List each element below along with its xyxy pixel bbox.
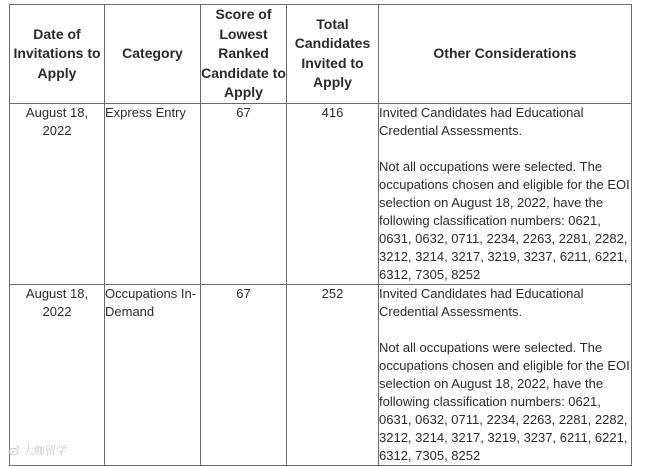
header-category: Category bbox=[105, 5, 201, 104]
header-date: Date of Invitations to Apply bbox=[10, 5, 105, 104]
watermark bbox=[8, 442, 67, 458]
header-other-considerations: Other Considerations bbox=[379, 5, 632, 104]
cell-score: 67 bbox=[201, 284, 287, 465]
cell-date: August 18, 2022 bbox=[10, 103, 105, 284]
other-paragraph-occupations: Not all occupations were selected. The occupations chosen and eligible for the EOI selection on August 18, 2022, have the following classification numbers: 0621, 0631, 0632, 0711, 2234, 2263, 2281, 2282, 3212, 3214, 3217, 3219, 3237, 6211, 6221, 6312, 7305, 8252 bbox=[379, 339, 630, 463]
table-row bbox=[10, 103, 632, 284]
table-header-row bbox=[10, 5, 632, 104]
cell-total: 416 bbox=[287, 103, 379, 284]
cell-category: Occupations In-Demand bbox=[105, 284, 201, 465]
cell-other-considerations bbox=[379, 284, 632, 465]
header-total-invited: Total Candidates Invited to Apply bbox=[287, 5, 379, 104]
cell-other-considerations bbox=[379, 103, 632, 284]
other-paragraph-eca: Invited Candidates had Educational Credential Assessments. bbox=[379, 285, 584, 319]
cell-total: 252 bbox=[287, 284, 379, 465]
eoi-draw-table bbox=[9, 4, 632, 466]
weibo-icon bbox=[8, 444, 20, 456]
cell-date: August 18, 2022 bbox=[10, 284, 105, 465]
cell-category: Express Entry bbox=[105, 103, 201, 284]
other-paragraph-eca: Invited Candidates had Educational Credential Assessments. bbox=[379, 104, 584, 138]
header-lowest-score: Score of Lowest Ranked Candidate to Apply bbox=[201, 5, 287, 104]
table-row bbox=[10, 284, 632, 465]
cell-score: 67 bbox=[201, 103, 287, 284]
watermark-text: 大咖留学 bbox=[23, 445, 67, 457]
other-paragraph-occupations: Not all occupations were selected. The occupations chosen and eligible for the EOI selection on August 18, 2022, have the following classification numbers: 0621, 0631, 0632, 0711, 2234, 2263, 2281, 2282, 3212, 3214, 3217, 3219, 3237, 6211, 6221, 6312, 7305, 8252 bbox=[379, 158, 630, 282]
